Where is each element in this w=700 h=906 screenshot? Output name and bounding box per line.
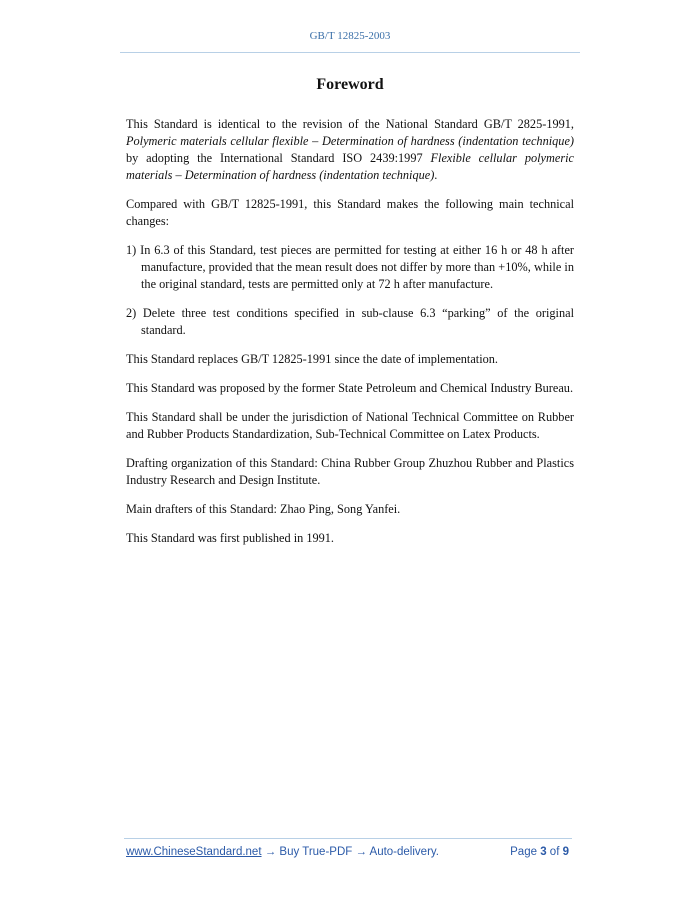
page-header-standard-code: GB/T 12825-2003 — [309, 30, 391, 42]
foreword-body — [126, 116, 574, 559]
page-footer — [126, 846, 574, 862]
cited-title-iso: Flexible cellular polymeric materials – Determination of hardness (indentation technique) — [126, 151, 574, 182]
page-title: Foreword — [316, 76, 384, 93]
cited-title-gbt: Polymeric materials cellular flexible – Determination of hardness (indentation technique) — [126, 134, 574, 148]
page-total: 9 — [562, 846, 569, 858]
list-item-change-1: 1) In 6.3 of this Standard, test pieces are permitted for testing at either 16 h or 48 h after manufacture, provided that the mean result does not differ by more than +10%, while in the original standard, tests are permitted only at 72 h after manufacture. — [126, 243, 574, 291]
footer-divider — [124, 838, 572, 839]
website-link[interactable]: www.ChineseStandard.net — [126, 846, 262, 858]
paragraph-first-published: This Standard was first published in 1991. — [126, 531, 335, 545]
paragraph-text: This Standard is identical to the revision of the National Standard GB/T 2825-1991, — [126, 117, 574, 131]
paragraph-drafting-organization: Drafting organization of this Standard: China Rubber Group Zhuzhou Rubber and Plastics Industry Research and Design Institute. — [126, 456, 574, 487]
paragraph-replaces: This Standard replaces GB/T 12825-1991 since the date of implementation. — [126, 352, 499, 366]
page-current: 3 — [540, 846, 547, 858]
header-divider — [120, 52, 580, 53]
paragraph-jurisdiction: This Standard shall be under the jurisdiction of National Technical Committee on Rubber and Rubber Products Standardization, Sub-Technical Committee on Latex Products. — [126, 410, 574, 441]
footer-promo — [126, 846, 439, 858]
paragraph-main-drafters: Main drafters of this Standard: Zhao Ping, Song Yanfei. — [126, 502, 401, 516]
paragraph-text: by adopting the International Standard ISO 2439:1997 — [126, 151, 431, 165]
paragraph-text: . — [434, 168, 438, 182]
paragraph-compared-with: Compared with GB/T 12825-1991, this Standard makes the following main technical changes: — [126, 197, 574, 228]
footer-promo-text: → Buy True-PDF → Auto-delivery. — [261, 846, 439, 858]
list-item-change-2: 2) Delete three test conditions specified in sub-clause 6.3 “parking” of the original standard. — [126, 306, 574, 337]
paragraph-identical-to-revision — [126, 116, 574, 184]
paragraph-proposed-by: This Standard was proposed by the former State Petroleum and Chemical Industry Bureau. — [126, 381, 574, 395]
page-of-label: of — [549, 846, 560, 858]
page-number — [510, 846, 569, 858]
page-label: Page — [510, 846, 537, 858]
